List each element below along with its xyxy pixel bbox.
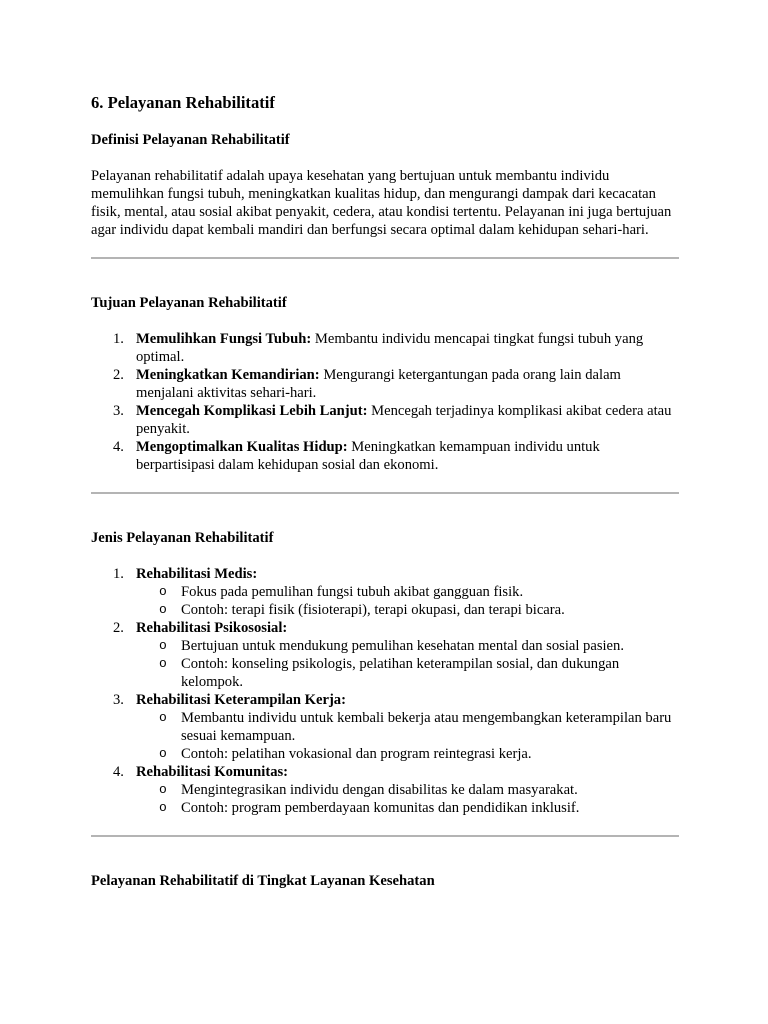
item-text: Mengurangi ketergantungan pada orang lain dalam menjalani aktivitas sehari-hari. [136, 367, 621, 401]
bullet-icon: o [159, 746, 167, 761]
definition-title: Definisi Pelayanan Rehabilitatif [91, 132, 290, 148]
sub-list [136, 709, 679, 763]
list-number: 4. [113, 764, 124, 780]
item-text: Meningkatkan kemampuan individu untuk berpartisipasi dalam kehidupan sosial dan ekonomi. [136, 439, 600, 473]
list-item [91, 763, 679, 817]
goals-title: Tujuan Pelayanan Rehabilitatif [91, 295, 287, 311]
list-item [91, 402, 679, 438]
types-title: Jenis Pelayanan Rehabilitatif [91, 530, 274, 546]
list-number: 2. [113, 620, 124, 636]
bullet-icon: o [159, 800, 167, 815]
list-number: 3. [113, 403, 124, 419]
sub-list-item [136, 745, 679, 763]
goals-list [91, 330, 679, 474]
list-item [91, 691, 679, 763]
sub-item-text: Contoh: program pemberdayaan komunitas dan pendidikan inklusif. [181, 800, 580, 816]
section-heading: 6. Pelayanan Rehabilitatif [91, 93, 275, 112]
sub-list [136, 583, 679, 619]
sub-item-text: Mengintegrasikan individu dengan disabilitas ke dalam masyarakat. [181, 782, 578, 798]
definition-paragraph: Pelayanan rehabilitatif adalah upaya kesehatan yang bertujuan untuk membantu individu memulihkan fungsi tubuh, meningkatkan kualitas hidup, dan mengurangi dampak dari kecacatan fisik, mental, atau sosial akibat penyakit, cedera, atau kondisi tertentu. Pelayanan ini juga bertujuan agar individu dapat kembali mandiri dan berfungsi secara optimal dalam kehidupan sehari-hari. [91, 168, 672, 238]
sub-list-item [136, 709, 679, 745]
bullet-icon: o [159, 638, 167, 653]
sub-list-item [136, 655, 679, 691]
bullet-icon: o [159, 782, 167, 797]
item-label: Mengoptimalkan Kualitas Hidup: [136, 439, 348, 455]
sub-item-text: Contoh: terapi fisik (fisioterapi), terapi okupasi, dan terapi bicara. [181, 602, 565, 618]
item-label: Mencegah Komplikasi Lebih Lanjut: [136, 403, 368, 419]
list-number: 4. [113, 439, 124, 455]
divider [91, 835, 679, 837]
item-label: Rehabilitasi Komunitas: [136, 764, 289, 780]
list-item [91, 438, 679, 474]
sub-item-text: Membantu individu untuk kembali bekerja atau mengembangkan keterampilan baru sesuai kemampuan. [181, 710, 672, 744]
list-item [91, 619, 679, 691]
sub-list-item [136, 781, 679, 799]
item-label: Memulihkan Fungsi Tubuh: [136, 331, 312, 347]
list-number: 2. [113, 367, 124, 383]
bullet-icon: o [159, 710, 167, 725]
sub-list-item [136, 799, 679, 817]
item-text: Membantu individu mencapai tingkat fungsi tubuh yang optimal. [136, 331, 644, 365]
bullet-icon: o [159, 584, 167, 599]
sub-list [136, 637, 679, 691]
sub-item-text: Contoh: pelatihan vokasional dan program reintegrasi kerja. [181, 746, 532, 762]
list-item [91, 565, 679, 619]
divider [91, 492, 679, 494]
list-item [91, 330, 679, 366]
next-section-title: Pelayanan Rehabilitatif di Tingkat Layanan Kesehatan [91, 873, 435, 889]
sub-list-item [136, 637, 679, 655]
bullet-icon: o [159, 602, 167, 617]
item-label: Rehabilitasi Psikososial: [136, 620, 288, 636]
sub-item-text: Bertujuan untuk mendukung pemulihan kesehatan mental dan sosial pasien. [181, 638, 624, 654]
sub-list [136, 781, 679, 817]
list-number: 1. [113, 566, 124, 582]
bullet-icon: o [159, 656, 167, 671]
item-label: Meningkatkan Kemandirian: [136, 367, 320, 383]
sub-item-text: Contoh: konseling psikologis, pelatihan keterampilan sosial, dan dukungan kelompok. [181, 656, 620, 690]
types-list [91, 565, 679, 817]
list-number: 3. [113, 692, 124, 708]
item-label: Rehabilitasi Medis: [136, 566, 258, 582]
item-text: Mencegah terjadinya komplikasi akibat cedera atau penyakit. [136, 403, 672, 437]
document-content [91, 93, 679, 890]
divider [91, 257, 679, 259]
list-number: 1. [113, 331, 124, 347]
list-item [91, 366, 679, 402]
sub-item-text: Fokus pada pemulihan fungsi tubuh akibat gangguan fisik. [181, 584, 524, 600]
sub-list-item [136, 601, 679, 619]
item-label: Rehabilitasi Keterampilan Kerja: [136, 692, 346, 708]
sub-list-item [136, 583, 679, 601]
